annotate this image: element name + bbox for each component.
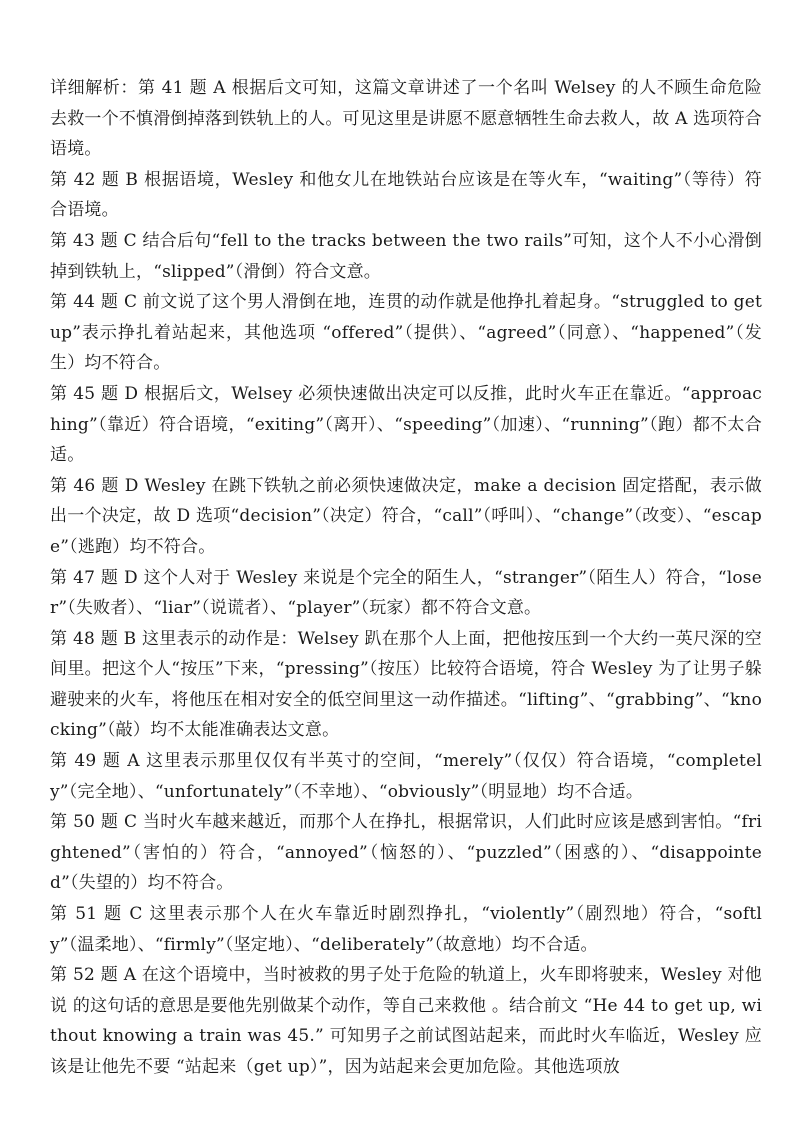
explanation-paragraph-q44: 第 44 题 C 前文说了这个男人滑倒在地，连贯的动作就是他挣扎着起身。“struggled to get up”表示挣扎着站起来，其他选项 “offered”（提供）、“agreed”（同意）、“happened”（发生）均不符合。 — [50, 292, 762, 374]
explanation-paragraph-q47: 第 47 题 D 这个人对于 Wesley 来说是个完全的陌生人，“stranger”（陌生人）符合，“loser”（失败者）、“liar”（说谎者）、“player”（玩家）都不符合文意。 — [50, 567, 762, 619]
explanation-paragraph-q42: 第 42 题 B 根据语境，Wesley 和他女儿在地铁站台应该是在等火车，“waiting”（等待）符合语境。 — [50, 169, 762, 221]
explanation-paragraph-q41: 详细解析：第 41 题 A 根据后文可知，这篇文章讲述了一个名叫 Welsey 的人不顾生命危险去救一个不慎滑倒掉落到铁轨上的人。可见这里是讲愿不愿意牺牲生命去救人，故 A 选项符合语境。 — [50, 78, 762, 160]
explanation-paragraph-q49: 第 49 题 A 这里表示那里仅仅有半英寸的空间，“merely”（仅仅）符合语境，“completely”（完全地）、“unfortunately”（不幸地）、“obviously”（明显地）均不合适。 — [50, 751, 762, 802]
answer-explanation-text — [50, 73, 762, 1083]
explanation-paragraph-q48: 第 48 题 B 这里表示的动作是：Welsey 趴在那个人上面，把他按压到一个大约一英尺深的空间里。把这个人“按压”下来，“pressing”（按压）比较符合语境，符合 Wesley 为了让男子躲避驶来的火车，将他压在相对安全的低空间里这一动作描述。“lifting”、“grabbing”、“knocking”（敲）均不太能准确表达文意。 — [50, 628, 762, 741]
explanation-paragraph-q51: 第 51 题 C 这里表示那个人在火车靠近时剧烈挣扎，“violently”（剧烈地）符合，“softly”（温柔地）、“firmly”（坚定地）、“deliberately”（故意地）均不合适。 — [50, 904, 762, 955]
explanation-paragraph-q43: 第 43 题 C 结合后句“fell to the tracks between the two rails”可知，这个人不小心滑倒掉到铁轨上，“slipped”（滑倒）符合文意。 — [50, 230, 762, 282]
explanation-paragraph-q52: 第 52 题 A 在这个语境中，当时被救的男子处于危险的轨道上，火车即将驶来，Wesley 对他说 的这句话的意思是要他先别做某个动作，等自己来救他 。结合前文 “He 44 to get up, without knowing a train was 45.” 可知男子之前试图站起来，而此时火车临近，Wesley 应该是让他先不要 “站起来（get up）”，因为站起来会更加危险。其他选项放 — [50, 965, 762, 1077]
explanation-paragraph-q50: 第 50 题 C 当时火车越来越近，而那个人在挣扎，根据常识，人们此时应该是感到害怕。“frightened”（害怕的）符合，“annoyed”（恼怒的）、“puzzled”（困惑的）、“disappointed”（失望的）均不符合。 — [50, 812, 762, 894]
explanation-paragraph-q45: 第 45 题 D 根据后文，Welsey 必须快速做出决定可以反推，此时火车正在靠近。“approaching”（靠近）符合语境，“exiting”（离开）、“speeding”（加速）、“running”（跑）都不太合适。 — [50, 383, 762, 466]
explanation-paragraph-q46: 第 46 题 D Wesley 在跳下铁轨之前必须快速做决定，make a decision 固定搭配，表示做出一个决定，故 D 选项“decision”（决定）符合，“call”（呼叫）、“change”（改变）、“escape”（逃跑）均不符合。 — [50, 475, 762, 557]
